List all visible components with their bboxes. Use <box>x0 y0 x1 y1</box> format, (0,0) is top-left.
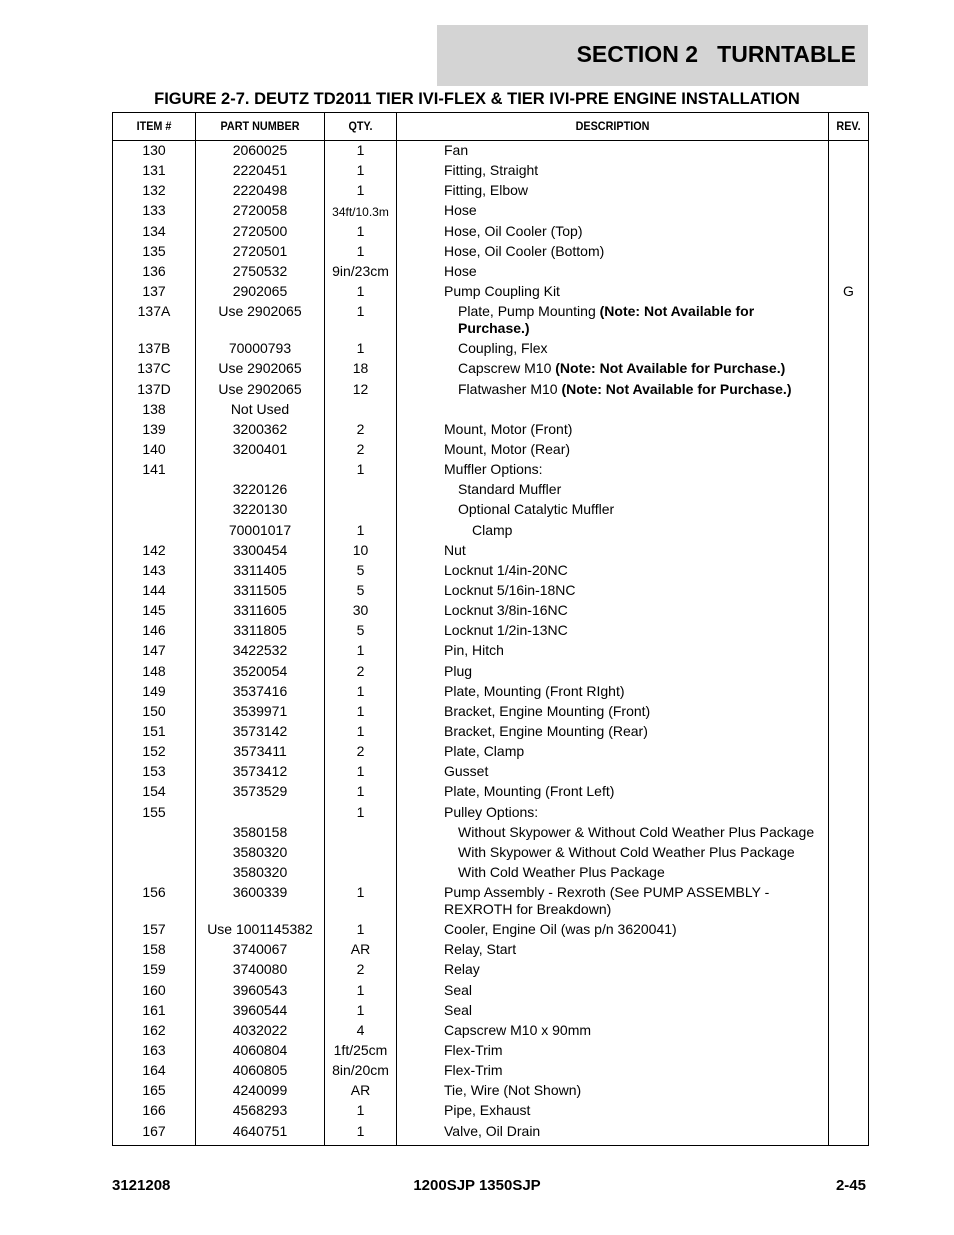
cell-quantity: 1 <box>356 162 365 179</box>
description-text: Muffler Options: <box>444 461 543 478</box>
cell-part-number: 3573529 <box>232 783 288 800</box>
table-row <box>113 981 868 1001</box>
cell-quantity: 1 <box>356 1001 365 1018</box>
cell-quantity: 2 <box>356 743 365 760</box>
description-text: Hose <box>444 202 477 219</box>
description-text: Capscrew M10 <box>458 360 556 377</box>
cell-description <box>444 723 824 740</box>
cell-description <box>444 1022 824 1039</box>
cell-item-number: 139 <box>142 420 166 437</box>
cell-description <box>444 683 824 700</box>
description-text: Flatwasher M10 <box>458 380 562 397</box>
table-row <box>113 601 868 621</box>
description-text: Valve, Oil Drain <box>444 1122 541 1139</box>
cell-item-number: 146 <box>142 622 166 639</box>
cell-part-number: 4240099 <box>232 1082 288 1099</box>
cell-part-number: 3580158 <box>232 823 288 840</box>
cell-part-number: 3960544 <box>232 1001 288 1018</box>
description-text: Capscrew M10 x 90mm <box>444 1021 592 1038</box>
cell-description <box>444 642 824 659</box>
cell-item-number: 160 <box>142 981 166 998</box>
cell-part-number: 4060804 <box>232 1042 288 1059</box>
cell-quantity: 1 <box>356 521 365 538</box>
cell-item-number: 147 <box>142 642 166 659</box>
table-row <box>113 581 868 601</box>
description-text: With Cold Weather Plus Package <box>458 863 665 880</box>
cell-part-number: 3740067 <box>232 941 288 958</box>
cell-part-number: 3573411 <box>233 743 287 760</box>
cell-description <box>444 1062 824 1079</box>
column-header-rev: REV. <box>836 119 861 133</box>
description-text: Cooler, Engine Oil (was p/n 3620041) <box>444 921 677 938</box>
table-row <box>113 823 868 843</box>
cell-quantity: 1 <box>356 783 365 800</box>
description-text: Nut <box>444 541 466 558</box>
description-text: Hose <box>444 262 477 279</box>
cell-description <box>444 202 824 219</box>
cell-description <box>444 743 824 760</box>
cell-description <box>444 582 824 599</box>
cell-description <box>444 941 824 958</box>
cell-description <box>444 182 824 199</box>
cell-quantity: AR <box>350 1082 371 1099</box>
table-row <box>113 843 868 863</box>
table-row <box>113 222 868 242</box>
cell-description <box>444 142 824 159</box>
cell-part-number: 2750532 <box>232 262 288 279</box>
cell-quantity: 9in/23cm <box>332 262 389 279</box>
footer-document-number: 3121208 <box>112 1177 171 1194</box>
cell-quantity: 2 <box>356 662 365 679</box>
cell-part-number: 3537416 <box>232 682 288 699</box>
cell-description <box>444 602 824 619</box>
footer-page-number: 2-45 <box>835 1177 866 1194</box>
cell-description <box>444 921 824 938</box>
cell-item-number: 148 <box>142 662 166 679</box>
description-text: Locknut 1/2in-13NC <box>444 622 568 639</box>
cell-item-number: 162 <box>142 1021 166 1038</box>
cell-part-number: 3740080 <box>232 961 288 978</box>
description-text: Relay, Start <box>444 941 517 958</box>
cell-quantity: 1 <box>356 461 365 478</box>
column-header-item: ITEM # <box>136 119 172 133</box>
cell-part-number: Not Used <box>230 400 290 417</box>
cell-description <box>458 360 824 377</box>
cell-part-number: 2902065 <box>232 282 288 299</box>
cell-part-number: 70000793 <box>228 340 292 357</box>
cell-quantity: 1 <box>356 282 365 299</box>
cell-part-number: 2720500 <box>232 222 288 239</box>
description-text: Locknut 5/16in-18NC <box>444 581 576 598</box>
cell-revision: G <box>843 282 854 299</box>
table-row <box>113 920 868 940</box>
table-row <box>113 521 868 541</box>
column-header-description: DESCRIPTION <box>575 119 650 133</box>
cell-quantity: 1 <box>356 1102 365 1119</box>
section-title: SECTION 2 TURNTABLE <box>576 41 856 67</box>
table-row <box>113 561 868 581</box>
cell-part-number: 3422532 <box>232 642 288 659</box>
table-row <box>113 282 868 302</box>
cell-item-number: 156 <box>142 884 166 901</box>
description-text: Relay <box>444 961 480 978</box>
table-row <box>113 400 868 420</box>
table-row <box>113 201 868 221</box>
description-text: Mount, Motor (Rear) <box>444 440 571 457</box>
cell-description <box>444 663 824 680</box>
description-text: Plate, Mounting (Front RIght) <box>444 682 625 699</box>
cell-item-number: 137A <box>137 303 171 320</box>
cell-part-number: Use 2902065 <box>218 360 302 377</box>
description-text: Fitting, Straight <box>444 162 539 179</box>
cell-description <box>444 162 824 179</box>
description-text: Standard Muffler <box>458 481 562 498</box>
description-text: Without Skypower & Without Cold Weather Plus Package <box>458 823 815 840</box>
cell-part-number: 2220498 <box>232 182 288 199</box>
description-text: Pump Coupling Kit <box>444 282 560 299</box>
cell-part-number: 3539971 <box>232 702 288 719</box>
description-text: With Skypower & Without Cold Weather Plus Package <box>458 843 795 860</box>
cell-quantity: 10 <box>352 541 369 558</box>
table-row <box>113 1061 868 1081</box>
table-row <box>113 641 868 661</box>
cell-part-number: Use 2902065 <box>218 380 302 397</box>
cell-description <box>444 243 824 260</box>
description-text: Gusset <box>444 763 489 780</box>
cell-quantity: 1 <box>356 682 365 699</box>
cell-quantity: 4 <box>356 1021 365 1038</box>
cell-item-number: 150 <box>142 702 166 719</box>
cell-quantity: 2 <box>356 961 365 978</box>
cell-item-number: 137B <box>137 340 171 357</box>
cell-description <box>444 622 824 639</box>
table-row <box>113 722 868 742</box>
description-text: Hose, Oil Cooler (Bottom) <box>444 242 605 259</box>
cell-part-number: 3960543 <box>232 981 288 998</box>
description-text: Plate, Mounting (Front Left) <box>444 783 615 800</box>
table-row <box>113 440 868 460</box>
cell-item-number: 138 <box>142 400 166 417</box>
cell-part-number: 70001017 <box>228 521 292 538</box>
cell-quantity: 34ft/10.3m <box>332 205 389 220</box>
cell-part-number: 2720501 <box>232 242 288 259</box>
table-row <box>113 242 868 262</box>
description-text: Bracket, Engine Mounting (Front) <box>444 702 651 719</box>
column-header-part-number: PART NUMBER <box>220 119 300 133</box>
cell-description <box>458 824 824 841</box>
cell-item-number: 134 <box>142 222 166 239</box>
cell-part-number: 3311605 <box>233 602 287 619</box>
cell-quantity: 5 <box>356 581 365 598</box>
cell-item-number: 155 <box>142 803 166 820</box>
table-row <box>113 339 868 359</box>
description-text: Fan <box>444 142 469 158</box>
table-row <box>113 803 868 823</box>
cell-item-number: 149 <box>142 682 166 699</box>
table-row <box>113 762 868 782</box>
table-row <box>113 460 868 480</box>
cell-quantity: 1ft/25cm <box>333 1042 388 1059</box>
description-text: Fitting, Elbow <box>444 182 529 199</box>
description-text: Pump Assembly - Rexroth (See PUMP ASSEMBLY - REXROTH for Breakdown) <box>444 884 770 918</box>
cell-quantity: 1 <box>356 142 365 158</box>
cell-description <box>472 522 824 539</box>
cell-description <box>458 844 824 861</box>
cell-item-number: 144 <box>142 581 166 598</box>
cell-part-number: Use 1001145382 <box>207 921 313 938</box>
table-row <box>113 1081 868 1101</box>
description-text: Plug <box>444 662 473 679</box>
cell-item-number: 141 <box>142 461 166 478</box>
table-row <box>113 541 868 561</box>
section-header-box <box>437 25 868 86</box>
cell-part-number: 2220451 <box>232 162 288 179</box>
cell-description <box>444 804 824 821</box>
cell-quantity: 5 <box>356 622 365 639</box>
cell-part-number: 3580320 <box>232 863 288 880</box>
cell-quantity: 1 <box>356 884 365 901</box>
cell-part-number: 4032022 <box>232 1021 288 1038</box>
table-row <box>113 1041 868 1061</box>
cell-description <box>444 421 824 438</box>
cell-item-number: 142 <box>142 541 166 558</box>
cell-quantity: 1 <box>356 722 365 739</box>
cell-quantity: 2 <box>356 420 365 437</box>
cell-part-number: 3573142 <box>232 722 288 739</box>
table-row <box>113 141 868 161</box>
cell-description <box>444 461 824 478</box>
cell-quantity: AR <box>350 941 371 958</box>
cell-quantity: 1 <box>356 303 365 320</box>
description-text: Clamp <box>472 521 513 538</box>
table-row <box>113 1122 868 1142</box>
description-note: (Note: Not Available for Purchase.) <box>561 380 792 397</box>
cell-item-number: 153 <box>142 763 166 780</box>
cell-part-number: 4640751 <box>232 1122 288 1139</box>
description-note: (Note: Not Available for Purchase.) <box>458 303 755 337</box>
column-header-qty: QTY. <box>348 119 373 133</box>
description-text: Plate, Clamp <box>444 743 525 760</box>
cell-quantity: 1 <box>356 340 365 357</box>
table-row <box>113 500 868 520</box>
table-row <box>113 161 868 181</box>
cell-item-number: 167 <box>142 1122 166 1139</box>
cell-item-number: 135 <box>142 242 166 259</box>
cell-description <box>444 982 824 999</box>
cell-part-number: Use 2902065 <box>218 303 302 320</box>
cell-quantity: 1 <box>356 763 365 780</box>
table-row <box>113 702 868 722</box>
description-text: Locknut 3/8in-16NC <box>444 602 568 619</box>
table-row <box>113 302 868 339</box>
cell-description <box>444 1102 824 1119</box>
cell-part-number: 3220130 <box>232 501 288 518</box>
cell-item-number: 137 <box>142 282 166 299</box>
table-row <box>113 940 868 960</box>
cell-quantity: 8in/20cm <box>332 1062 389 1079</box>
cell-item-number: 165 <box>142 1082 166 1099</box>
cell-description <box>444 441 824 458</box>
cell-item-number: 157 <box>142 921 166 938</box>
cell-description <box>444 562 824 579</box>
cell-item-number: 159 <box>142 961 166 978</box>
cell-part-number: 3311405 <box>233 561 287 578</box>
cell-description <box>444 1002 824 1019</box>
table-body <box>113 141 868 1142</box>
cell-description <box>458 864 824 881</box>
cell-quantity: 2 <box>356 440 365 457</box>
table-row <box>113 1101 868 1121</box>
cell-part-number: 3220126 <box>232 481 288 498</box>
description-text: Coupling, Flex <box>458 340 548 357</box>
description-text: Seal <box>444 981 473 998</box>
table-row <box>113 621 868 641</box>
cell-item-number: 158 <box>142 941 166 958</box>
cell-part-number: 3200362 <box>232 420 288 437</box>
cell-item-number: 130 <box>142 142 166 158</box>
cell-item-number: 132 <box>142 182 166 199</box>
cell-item-number: 161 <box>142 1001 166 1018</box>
table-row <box>113 863 868 883</box>
cell-description <box>458 303 778 337</box>
cell-part-number: 4060805 <box>232 1062 288 1079</box>
cell-part-number: 2060025 <box>232 142 288 158</box>
cell-part-number: 3520054 <box>232 662 288 679</box>
table-row <box>113 662 868 682</box>
description-text: Pin, Hitch <box>444 642 504 659</box>
description-text: Hose, Oil Cooler (Top) <box>444 222 583 239</box>
cell-description <box>458 381 824 398</box>
cell-quantity: 1 <box>356 222 365 239</box>
cell-quantity: 1 <box>356 981 365 998</box>
cell-description <box>458 340 824 357</box>
cell-description <box>458 481 824 498</box>
table-row <box>113 420 868 440</box>
cell-description <box>444 223 824 240</box>
cell-description <box>444 542 824 559</box>
cell-description <box>444 961 824 978</box>
table-row <box>113 782 868 802</box>
cell-part-number: 3311505 <box>233 581 287 598</box>
cell-item-number: 137D <box>137 380 171 397</box>
cell-description <box>444 263 824 280</box>
cell-quantity: 18 <box>352 360 369 377</box>
parts-table <box>112 112 869 1146</box>
table-row <box>113 742 868 762</box>
description-text: Locknut 1/4in-20NC <box>444 561 568 578</box>
cell-item-number: 152 <box>142 743 166 760</box>
cell-part-number: 4568293 <box>232 1102 288 1119</box>
description-note: (Note: Not Available for Purchase.) <box>555 360 786 377</box>
cell-description <box>444 763 824 780</box>
table-row <box>113 181 868 201</box>
cell-item-number: 136 <box>142 262 166 279</box>
cell-description <box>444 1082 824 1099</box>
cell-item-number: 137C <box>137 360 171 377</box>
table-row <box>113 1021 868 1041</box>
cell-description <box>444 283 824 300</box>
cell-item-number: 143 <box>142 561 166 578</box>
cell-item-number: 164 <box>142 1062 166 1079</box>
table-row <box>113 883 868 920</box>
cell-item-number: 154 <box>142 783 166 800</box>
cell-item-number: 140 <box>142 440 166 457</box>
cell-quantity: 1 <box>356 921 365 938</box>
description-text: Mount, Motor (Front) <box>444 420 573 437</box>
cell-quantity: 1 <box>356 803 365 820</box>
footer-model: 1200SJP 1350SJP <box>413 1177 541 1194</box>
cell-quantity: 5 <box>356 561 365 578</box>
cell-quantity: 12 <box>352 380 369 397</box>
table-row <box>113 960 868 980</box>
description-text: Pulley Options: <box>444 803 539 820</box>
table-row <box>113 480 868 500</box>
cell-quantity: 30 <box>352 602 369 619</box>
cell-part-number: 3300454 <box>232 541 288 558</box>
cell-item-number: 133 <box>142 202 166 219</box>
cell-part-number: 3573412 <box>232 763 288 780</box>
cell-part-number: 3311805 <box>233 622 287 639</box>
table-row <box>113 682 868 702</box>
cell-description <box>458 501 824 518</box>
cell-description <box>444 884 824 918</box>
cell-part-number: 3200401 <box>232 440 288 457</box>
cell-description <box>444 783 824 800</box>
description-text: Plate, Pump Mounting <box>458 303 600 320</box>
cell-part-number: 3580320 <box>232 843 288 860</box>
description-text: Seal <box>444 1001 473 1018</box>
cell-quantity: 1 <box>356 242 365 259</box>
table-row <box>113 1001 868 1021</box>
cell-quantity: 1 <box>356 642 365 659</box>
cell-part-number: 3600339 <box>232 884 288 901</box>
description-text: Bracket, Engine Mounting (Rear) <box>444 722 648 739</box>
cell-quantity: 1 <box>356 182 365 199</box>
cell-item-number: 131 <box>142 162 166 179</box>
description-text: Tie, Wire (Not Shown) <box>444 1082 582 1099</box>
cell-part-number: 2720058 <box>232 202 288 219</box>
table-row <box>113 380 868 400</box>
description-text: Flex-Trim <box>444 1042 503 1059</box>
cell-quantity: 1 <box>356 702 365 719</box>
description-text: Pipe, Exhaust <box>444 1102 531 1119</box>
description-text: Flex-Trim <box>444 1062 503 1079</box>
cell-item-number: 151 <box>142 722 166 739</box>
table-row <box>113 262 868 282</box>
cell-item-number: 166 <box>142 1102 166 1119</box>
figure-title: FIGURE 2-7. DEUTZ TD2011 TIER IVI-FLEX & TIER IVI-PRE ENGINE INSTALLATION <box>154 90 800 108</box>
table-row <box>113 359 868 379</box>
cell-item-number: 145 <box>142 602 166 619</box>
cell-description <box>444 1042 824 1059</box>
cell-item-number: 163 <box>142 1042 166 1059</box>
cell-description <box>444 703 824 720</box>
description-text: Optional Catalytic Muffler <box>458 501 615 518</box>
cell-quantity: 1 <box>356 1122 365 1139</box>
cell-description <box>444 1123 824 1140</box>
